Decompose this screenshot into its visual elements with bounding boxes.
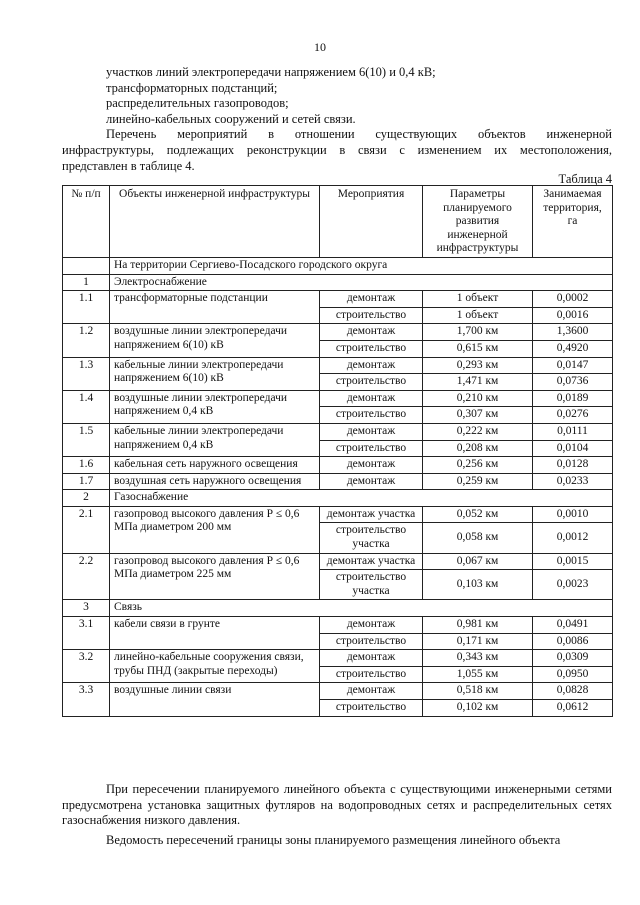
row-object: кабельная сеть наружного освещения [110, 457, 320, 474]
table-row [63, 683, 613, 700]
section-num: 3 [63, 600, 110, 617]
row-params: 0,103 км [423, 570, 533, 600]
row-area: 0,0015 [533, 553, 613, 570]
row-action: строительство [320, 666, 423, 683]
section-num: 2 [63, 490, 110, 507]
row-area: 0,4920 [533, 340, 613, 357]
row-params: 1 объект [423, 307, 533, 324]
table-row [63, 457, 613, 474]
table-row [63, 291, 613, 308]
section-title: Газоснабжение [110, 490, 613, 507]
row-action: строительство [320, 407, 423, 424]
table-row [63, 650, 613, 667]
table-row [63, 617, 613, 634]
row-params: 1,700 км [423, 324, 533, 341]
row-object: трансформаторные подстанции [110, 291, 320, 324]
intro-line-4: линейно-кабельных сооружений и сетей связи. [106, 111, 356, 126]
territory-title: На территории Сергиево-Посадского городского округа [110, 257, 613, 274]
outro-paragraph-2: Ведомость пересечений границы зоны планируемого размещения линейного объекта [106, 832, 561, 847]
row-params: 0,518 км [423, 683, 533, 700]
row-num: 3.2 [63, 650, 110, 683]
header-action: Мероприятия [320, 186, 423, 258]
territory-row [63, 257, 613, 274]
row-params: 1,471 км [423, 374, 533, 391]
row-area: 0,0111 [533, 423, 613, 440]
row-params: 0,052 км [423, 506, 533, 523]
row-area: 0,0828 [533, 683, 613, 700]
row-action: демонтаж участка [320, 553, 423, 570]
row-params: 0,615 км [423, 340, 533, 357]
row-num: 1.1 [63, 291, 110, 324]
row-action: демонтаж [320, 617, 423, 634]
row-num: 3.3 [63, 683, 110, 716]
row-params: 1 объект [423, 291, 533, 308]
row-area: 0,0016 [533, 307, 613, 324]
page-number: 10 [314, 40, 326, 54]
header-params: Параметры планируемого развития инженерной инфраструктуры [423, 186, 533, 258]
intro-paragraph-line-1: Перечень мероприятий в отношении существующих объектов инженерной [106, 127, 612, 142]
row-object: кабельные линии электропередачи напряжением 6(10) кВ [110, 357, 320, 390]
row-num: 1.2 [63, 324, 110, 357]
row-params: 0,171 км [423, 633, 533, 650]
row-params: 1,055 км [423, 666, 533, 683]
intro-line-2: трансформаторных подстанций; [106, 80, 278, 95]
row-action: демонтаж [320, 423, 423, 440]
row-params: 0,058 км [423, 523, 533, 553]
row-action: строительство [320, 700, 423, 717]
section-row [63, 490, 613, 507]
row-area: 0,0276 [533, 407, 613, 424]
row-area: 0,0491 [533, 617, 613, 634]
row-params: 0,208 км [423, 440, 533, 457]
section-title: Электроснабжение [110, 274, 613, 291]
row-area: 0,0128 [533, 457, 613, 474]
table-caption: Таблица 4 [558, 172, 612, 186]
row-action: строительство [320, 374, 423, 391]
row-action: демонтаж [320, 291, 423, 308]
intro-paragraph-line-2: инфраструктуры, подлежащих реконструкции в связи с изменением их местоположения, [62, 142, 612, 157]
row-num: 2.2 [63, 553, 110, 600]
row-params: 0,210 км [423, 390, 533, 407]
infrastructure-table [62, 185, 613, 717]
row-action: демонтаж [320, 650, 423, 667]
intro-text [62, 65, 612, 174]
outro-text [62, 782, 612, 848]
header-num: № п/п [63, 186, 110, 258]
row-params: 0,307 км [423, 407, 533, 424]
row-object: воздушные линии электропередачи напряжением 6(10) кВ [110, 324, 320, 357]
row-action: строительство [320, 307, 423, 324]
table-row [63, 324, 613, 341]
row-object: газопровод высокого давления Р ≤ 0,6 МПа диаметром 225 мм [110, 553, 320, 600]
row-params: 0,102 км [423, 700, 533, 717]
row-params: 0,222 км [423, 423, 533, 440]
row-num: 1.6 [63, 457, 110, 474]
row-area: 0,0612 [533, 700, 613, 717]
row-area: 0,0309 [533, 650, 613, 667]
row-object: газопровод высокого давления Р ≤ 0,6 МПа диаметром 200 мм [110, 506, 320, 553]
row-params: 0,293 км [423, 357, 533, 374]
row-object: линейно-кабельные сооружения связи, трубы ПНД (закрытые переходы) [110, 650, 320, 683]
table-row [63, 473, 613, 490]
row-area: 0,0147 [533, 357, 613, 374]
table-row [63, 357, 613, 374]
table-row [63, 423, 613, 440]
row-object: воздушные линии связи [110, 683, 320, 716]
header-object: Объекты инженерной инфраструктуры [110, 186, 320, 258]
section-num: 1 [63, 274, 110, 291]
row-action: строительство [320, 340, 423, 357]
table-header-row [63, 186, 613, 258]
row-area: 0,0012 [533, 523, 613, 553]
row-params: 0,343 км [423, 650, 533, 667]
row-num: 3.1 [63, 617, 110, 650]
row-num: 1.5 [63, 423, 110, 456]
outro-paragraph-1: При пересечении планируемого линейного объекта с существующими инженерными сетями предусмотрена установка защитных футляров на водопроводных сетях и распределительных сетях газоснабжения низкого давления. [62, 782, 612, 828]
row-object: кабели связи в грунте [110, 617, 320, 650]
row-num: 1.7 [63, 473, 110, 490]
row-area: 1,3600 [533, 324, 613, 341]
row-area: 0,0189 [533, 390, 613, 407]
row-num: 1.4 [63, 390, 110, 423]
territory-empty [63, 257, 110, 274]
row-action: демонтаж [320, 683, 423, 700]
section-row [63, 274, 613, 291]
row-action: строительство участка [320, 523, 423, 553]
table-row [63, 553, 613, 570]
row-params: 0,981 км [423, 617, 533, 634]
intro-line-1: участков линий электропередачи напряжением 6(10) и 0,4 кВ; [106, 65, 436, 79]
row-area: 0,0736 [533, 374, 613, 391]
row-area: 0,0233 [533, 473, 613, 490]
row-action: демонтаж [320, 324, 423, 341]
row-area: 0,0023 [533, 570, 613, 600]
header-area: Занимаемая территория, га [533, 186, 613, 258]
row-num: 2.1 [63, 506, 110, 553]
row-object: воздушная сеть наружного освещения [110, 473, 320, 490]
row-area: 0,0950 [533, 666, 613, 683]
table-row [63, 390, 613, 407]
section-title: Связь [110, 600, 613, 617]
row-action: демонтаж [320, 473, 423, 490]
row-action: строительство [320, 633, 423, 650]
row-action: строительство [320, 440, 423, 457]
row-area: 0,0086 [533, 633, 613, 650]
row-action: демонтаж участка [320, 506, 423, 523]
intro-paragraph-line-3: представлен в таблице 4. [62, 158, 195, 173]
row-params: 0,256 км [423, 457, 533, 474]
row-area: 0,0010 [533, 506, 613, 523]
row-area: 0,0002 [533, 291, 613, 308]
intro-line-3: распределительных газопроводов; [106, 96, 289, 111]
row-action: демонтаж [320, 390, 423, 407]
row-object: кабельные линии электропередачи напряжением 0,4 кВ [110, 423, 320, 456]
row-area: 0,0104 [533, 440, 613, 457]
section-row [63, 600, 613, 617]
row-params: 0,259 км [423, 473, 533, 490]
row-action: строительство участка [320, 570, 423, 600]
row-action: демонтаж [320, 357, 423, 374]
row-action: демонтаж [320, 457, 423, 474]
table-row [63, 506, 613, 523]
row-object: воздушные линии электропередачи напряжением 0,4 кВ [110, 390, 320, 423]
row-params: 0,067 км [423, 553, 533, 570]
row-num: 1.3 [63, 357, 110, 390]
